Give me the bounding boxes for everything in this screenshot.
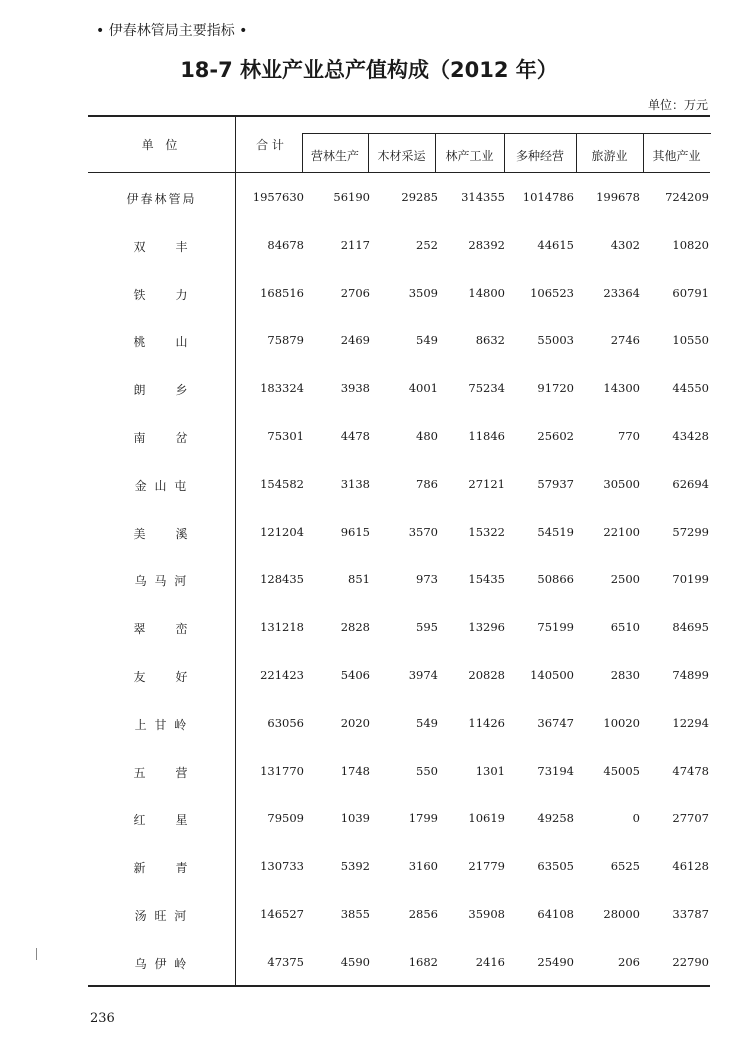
header-c2: 木材采运: [377, 149, 426, 163]
cell-c4: 50866: [537, 572, 574, 587]
cell-c6: 22790: [672, 954, 709, 969]
row-unit-name: 南 岔: [133, 431, 190, 445]
cell-c2: 786: [416, 476, 438, 491]
cell-c2: 549: [416, 715, 438, 730]
row-unit-name: 乌 伊 岭: [134, 956, 189, 971]
page-title: 18-7 林业产业总产值构成（2012 年）: [180, 58, 558, 82]
cell-c3: 27121: [468, 476, 505, 491]
cell-c1: 9615: [340, 524, 370, 539]
header-c5: 旅游业: [591, 149, 628, 163]
cell-c2: 550: [416, 763, 438, 778]
table-row: [88, 716, 710, 736]
running-head: • 伊春林管局主要指标 •: [96, 23, 248, 39]
cell-c5: 45005: [603, 763, 640, 778]
cell-c3: 8632: [475, 333, 505, 348]
cell-c4: 73194: [537, 763, 574, 778]
cell-c6: 27707: [672, 811, 709, 826]
margin-mark: [36, 948, 37, 960]
cell-c5: 770: [618, 429, 640, 443]
table-row: [88, 286, 710, 306]
table-row: [88, 429, 710, 449]
cell-c4: 1014786: [522, 190, 574, 204]
row-unit-name: 伊春林管局: [126, 192, 197, 206]
row-unit-name: 红 星: [133, 813, 190, 828]
cell-c6: 10550: [672, 333, 709, 348]
cell-c1: 1748: [340, 763, 370, 778]
cell-c3: 21779: [468, 859, 505, 874]
cell-c5: 2830: [610, 668, 640, 682]
cell-c6: 62694: [672, 476, 709, 491]
cell-c5: 2500: [610, 572, 640, 587]
cell-total: 75879: [267, 333, 304, 348]
header-c1: 营林生产: [310, 149, 359, 163]
cell-c2: 480: [416, 429, 438, 443]
unit-label: 单位：万元: [647, 98, 708, 112]
cell-c5: 14300: [603, 381, 640, 396]
cell-c2: 3509: [408, 285, 438, 300]
table-row: [88, 572, 710, 592]
cell-c1: 5406: [340, 668, 370, 682]
cell-c1: 4590: [340, 954, 370, 969]
table-row: [88, 955, 710, 975]
cell-c3: 11426: [468, 715, 505, 730]
cell-c4: 140500: [530, 668, 574, 682]
table-row: [88, 620, 710, 640]
cell-c3: 13296: [468, 620, 505, 635]
cell-c5: 10020: [603, 715, 640, 730]
cell-c5: 199678: [596, 190, 640, 204]
cell-c4: 64108: [537, 907, 574, 921]
cell-total: 221423: [260, 668, 304, 682]
cell-c3: 35908: [468, 907, 505, 921]
cell-c1: 1039: [340, 811, 370, 826]
table-top-rule: [88, 115, 710, 117]
row-unit-name: 美 溪: [133, 526, 190, 541]
header-c6: 其他产业: [652, 149, 701, 163]
cell-c2: 3160: [408, 859, 438, 874]
cell-c6: 10820: [672, 237, 709, 252]
cell-total: 154582: [260, 476, 304, 491]
cell-total: 75301: [267, 429, 304, 443]
page-number: 236: [90, 1011, 115, 1026]
cell-c3: 1301: [475, 763, 505, 778]
cell-c2: 1799: [408, 811, 438, 826]
cell-c4: 55003: [537, 333, 574, 348]
cell-c4: 36747: [537, 715, 574, 730]
cell-c6: 70199: [672, 572, 709, 587]
cell-c2: 3974: [408, 668, 438, 682]
row-unit-name: 桃 山: [133, 335, 190, 350]
cell-c3: 20828: [468, 668, 505, 682]
row-unit-name: 铁 力: [133, 287, 190, 302]
cell-c3: 11846: [468, 429, 505, 443]
cell-c5: 28000: [603, 907, 640, 921]
table-row: [88, 907, 710, 927]
cell-c4: 25602: [537, 429, 574, 443]
cell-total: 131218: [260, 620, 304, 635]
row-unit-name: 友 好: [133, 670, 190, 684]
cell-total: 128435: [260, 572, 304, 587]
cell-c6: 44550: [672, 381, 709, 396]
header-total: 合 计: [256, 138, 284, 152]
cell-c1: 851: [348, 572, 370, 587]
cell-c6: 33787: [672, 907, 709, 921]
cell-total: 146527: [260, 907, 304, 921]
cell-c1: 3855: [340, 907, 370, 921]
cell-c4: 49258: [537, 811, 574, 826]
cell-c3: 2416: [475, 954, 505, 969]
cell-c1: 5392: [340, 859, 370, 874]
cell-c3: 14800: [468, 285, 505, 300]
cell-c5: 6525: [610, 859, 640, 874]
cell-c2: 549: [416, 333, 438, 348]
cell-total: 47375: [267, 954, 304, 969]
cell-c3: 10619: [468, 811, 505, 826]
cell-c1: 4478: [340, 429, 370, 443]
table-row: [88, 238, 710, 258]
row-unit-name: 朗 乡: [133, 383, 190, 398]
cell-c5: 23364: [603, 285, 640, 300]
cell-c1: 2706: [340, 285, 370, 300]
cell-c3: 75234: [468, 381, 505, 396]
cell-c6: 60791: [672, 285, 709, 300]
cell-c5: 6510: [610, 620, 640, 635]
cell-c6: 57299: [672, 524, 709, 539]
cell-c4: 54519: [537, 524, 574, 539]
cell-c2: 29285: [401, 190, 438, 204]
cell-c4: 63505: [537, 859, 574, 874]
cell-c2: 4001: [408, 381, 438, 396]
cell-total: 84678: [267, 237, 304, 252]
cell-c4: 57937: [537, 476, 574, 491]
cell-c6: 724209: [665, 190, 709, 204]
cell-c1: 3138: [340, 476, 370, 491]
cell-c2: 973: [416, 572, 438, 587]
cell-c4: 91720: [537, 381, 574, 396]
cell-c6: 84695: [672, 620, 709, 635]
cell-c3: 314355: [461, 190, 505, 204]
cell-c5: 2746: [610, 333, 640, 348]
header-c3: 林产工业: [445, 149, 494, 163]
cell-c2: 2856: [408, 907, 438, 921]
table-row: [88, 333, 710, 353]
cell-c2: 3570: [408, 524, 438, 539]
row-unit-name: 上 甘 岭: [134, 717, 189, 732]
cell-c5: 22100: [603, 524, 640, 539]
cell-total: 130733: [260, 859, 304, 874]
cell-c6: 43428: [672, 429, 709, 443]
cell-total: 79509: [267, 811, 304, 826]
cell-c6: 46128: [672, 859, 709, 874]
cell-total: 1957630: [252, 190, 304, 204]
cell-c3: 15435: [468, 572, 505, 587]
cell-c5: 30500: [603, 476, 640, 491]
row-unit-name: 汤 旺 河: [134, 909, 189, 923]
cell-c1: 56190: [333, 190, 370, 204]
table-row: [88, 668, 710, 688]
cell-total: 63056: [267, 715, 304, 730]
cell-c1: 3938: [340, 381, 370, 396]
cell-c6: 47478: [672, 763, 709, 778]
row-unit-name: 金 山 屯: [134, 478, 189, 493]
cell-total: 121204: [260, 524, 304, 539]
cell-c1: 2020: [340, 715, 370, 730]
row-unit-name: 双 丰: [133, 239, 190, 254]
cell-c5: 0: [632, 811, 640, 826]
cell-c2: 595: [416, 620, 438, 635]
cell-c1: 2828: [340, 620, 370, 635]
cell-c4: 75199: [537, 620, 574, 635]
cell-c4: 25490: [537, 954, 574, 969]
cell-c4: 44615: [537, 237, 574, 252]
cell-c5: 4302: [610, 237, 640, 252]
cell-c6: 74899: [672, 668, 709, 682]
table-row: [88, 190, 710, 210]
table-row: [88, 859, 710, 879]
cell-c1: 2117: [340, 237, 370, 252]
cell-c2: 252: [416, 237, 438, 252]
cell-c2: 1682: [408, 954, 438, 969]
row-unit-name: 新 青: [133, 861, 190, 876]
header-c4: 多种经营: [515, 149, 564, 163]
cell-total: 168516: [260, 285, 304, 300]
cell-c3: 28392: [468, 237, 505, 252]
cell-total: 183324: [260, 381, 304, 396]
cell-total: 131770: [260, 763, 304, 778]
row-unit-name: 五 营: [133, 765, 190, 780]
table-row: [88, 764, 710, 784]
table-row: [88, 811, 710, 831]
cell-c6: 12294: [672, 715, 709, 730]
header-unit: 单 位: [141, 138, 182, 152]
row-unit-name: 翠 峦: [133, 622, 190, 637]
row-unit-name: 乌 马 河: [134, 574, 189, 589]
table-row: [88, 381, 710, 401]
table-bottom-rule: [88, 985, 710, 987]
cell-c5: 206: [618, 954, 640, 969]
cell-c3: 15322: [468, 524, 505, 539]
table-row: [88, 525, 710, 545]
table-row: [88, 477, 710, 497]
cell-c1: 2469: [340, 333, 370, 348]
cell-c4: 106523: [530, 285, 574, 300]
